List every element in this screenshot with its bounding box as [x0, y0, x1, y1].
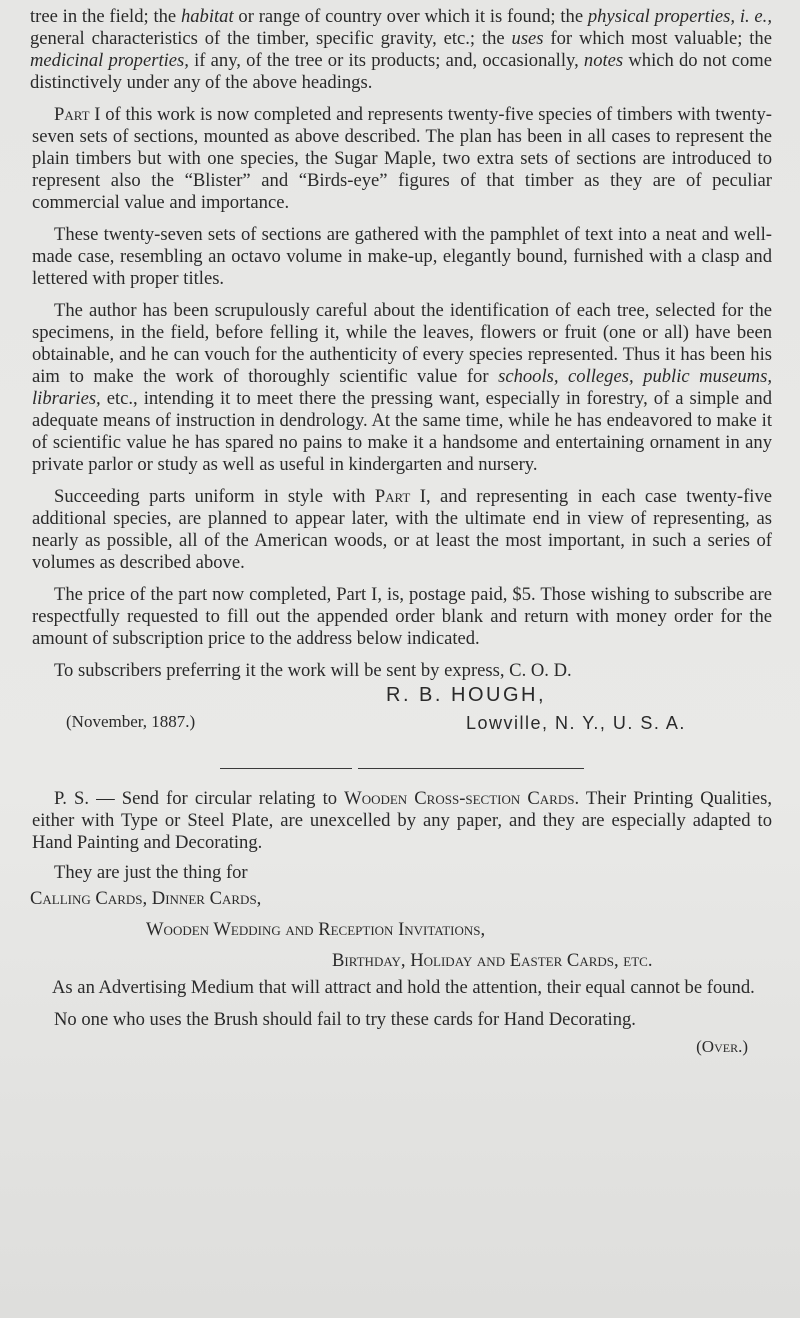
author-paragraph: The author has been scrupulously careful about the identification of each tree, selected for the specimens, in the field, before felling it, while the leaves, flowers or fruit (one or all) have been obtainable, and he can vouch for the authenticity of every species represented. Thus it has been his aim to make the work of thoroughly scientific value for schools, colleges, public museums, libraries, etc., intending it to meet there the pressing want, especially in forestry, of a simple and adequate means of instruction in dendrology. At the same time, while he has endeavored to make it of scientific value he has spared no pains to make it a handsome and entertaining ornament in any private parlor or study as well as useful in kindergarten and nursery. [32, 300, 772, 475]
author-address: Lowville, N. Y., U. S. A. [466, 713, 686, 733]
card-types-line-2: Wooden Wedding and Reception Invitations, [146, 919, 486, 940]
cod-paragraph: To subscribers preferring it the work will be sent by express, C. O. D. [54, 660, 572, 681]
intro-paragraph: tree in the field; the habitat or range of country over which it is found; the physical properties, i. e., general characteristics of the timber, specific gravity, etc.; the uses for which most valuable; the medicinal properties, if any, of the tree or its products; and, occasionally, notes which do not come distinctively under any of the above headings. [30, 6, 773, 93]
price-paragraph: The price of the part now completed, Part I, is, postage paid, $5. Those wishing to subscribe are respectfully requested to fill out the appended order blank and return with money order for the amount of subscription price to the address below indicated. [32, 584, 772, 649]
brush-paragraph: No one who uses the Brush should fail to try these cards for Hand Decorating. [54, 1009, 636, 1030]
publication-date: (November, 1887.) [66, 712, 196, 731]
author-name: R. B. HOUGH, [386, 684, 547, 706]
signature-block [0, 682, 800, 742]
card-types-line-1: Calling Cards, Dinner Cards, [30, 888, 262, 909]
part-one-paragraph: Part I of this work is now completed and represents twenty-five species of timbers with twenty-seven sets of sections, mounted as above described. The plan has been in all cases to represent the plain timbers but with one species, the Sugar Maple, two extra sets of sections are introduced to represent also the “Blister” and “Birds-eye” figures of that timber as they are of peculiar commercial value and importance. [32, 104, 772, 213]
sets-paragraph: These twenty-seven sets of sections are gathered with the pamphlet of text into a neat and well-made case, resembling an octavo volume in make-up, elegantly bound, furnished with a clasp and lettered with proper titles. [32, 224, 772, 289]
divider [0, 742, 800, 788]
advertising-paragraph: As an Advertising Medium that will attract and hold the attention, their equal cannot be found. [52, 977, 755, 998]
card-types-line-3: Birthday, Holiday and Easter Cards, etc. [332, 950, 653, 971]
just-thing-line: They are just the thing for [54, 862, 248, 883]
succeeding-paragraph: Succeeding parts uniform in style with Part I, and representing in each case twenty-five additional species, are planned to appear later, with the ultimate end in view of representing, as nearly as possible, all of the American woods, or at least the most important, in such a series of volumes as described above. [32, 486, 772, 573]
postscript-paragraph: P. S. — Send for circular relating to Wooden Cross-section Cards. Their Printing Qualities, either with Type or Steel Plate, are unexcelled by any paper, and they are especially adapted to Hand Painting and Decorating. [32, 788, 773, 853]
over-note: (Over.) [696, 1037, 748, 1056]
